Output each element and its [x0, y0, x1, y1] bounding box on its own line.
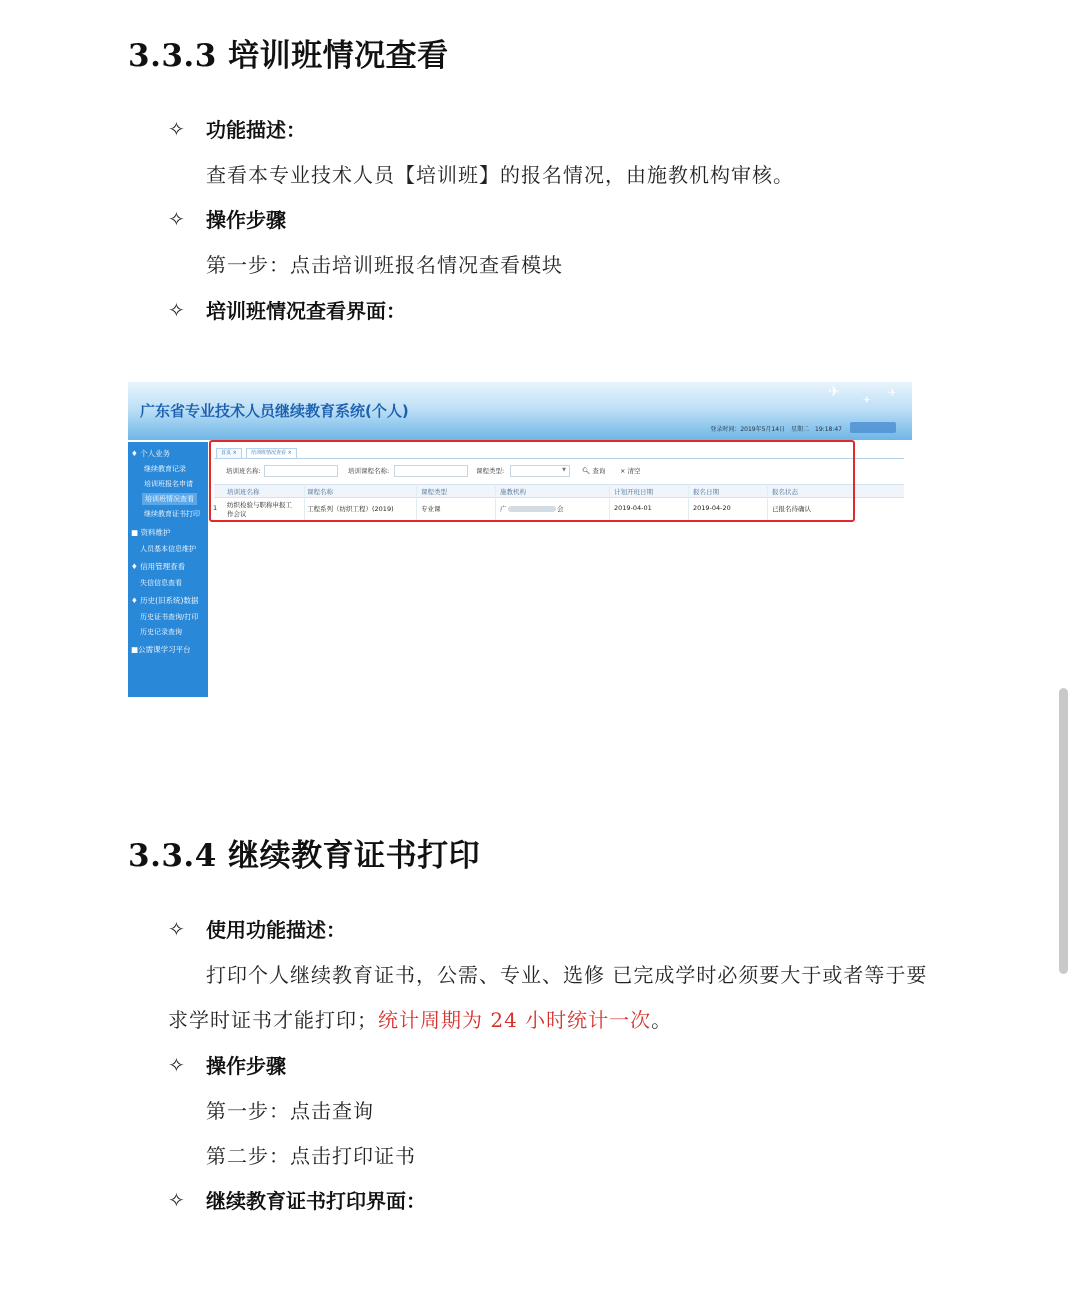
- table-header: [214, 484, 904, 498]
- section-heading-334: 3.3.4 继续教育证书打印: [128, 838, 481, 874]
- filter-course-name-label: 培训课程名称:: [348, 467, 390, 475]
- star-bullet-icon: ✧: [168, 116, 185, 141]
- vertical-scrollbar[interactable]: [1059, 688, 1068, 974]
- chevron-down-icon: ▼: [562, 467, 566, 473]
- col-org: 施教机构: [500, 488, 526, 496]
- sidebar-group-history[interactable]: ♦ 历史(旧系统)数据: [131, 596, 199, 605]
- usage-desc-line2: [168, 1004, 672, 1033]
- col-course-name: 课程名称: [307, 488, 333, 496]
- clear-button[interactable]: × 清空: [620, 467, 641, 475]
- bird-icon: ✈: [888, 388, 897, 399]
- cell-type: 专业课: [421, 505, 441, 513]
- col-status: 报名状态: [772, 488, 798, 496]
- sidebar-item-records[interactable]: 继续教育记录: [144, 465, 186, 473]
- embedded-screenshot: [128, 382, 912, 697]
- col-course-type: 课程类型: [421, 488, 447, 496]
- step-2-print: 第二步：点击打印证书: [206, 1144, 416, 1168]
- tab-class-status[interactable]: 培训班情况查看 ×: [246, 448, 297, 458]
- column-divider: [688, 484, 689, 522]
- sidebar-item-history-cert[interactable]: 历史证书查询/打印: [140, 613, 199, 621]
- close-icon: ×: [620, 467, 626, 475]
- usage-desc-black: 求学时证书才能打印；: [168, 1008, 378, 1032]
- step-1-query: 第一步：点击查询: [206, 1099, 374, 1123]
- bird-icon: ✈: [828, 384, 840, 400]
- step-1-text: 第一步：点击培训班报名情况查看模块: [206, 253, 563, 277]
- row-index: 1: [213, 504, 218, 512]
- bullet-label: 继续教育证书打印界面：: [206, 1189, 426, 1213]
- sidebar-item-class-status[interactable]: 培训班情况查看: [142, 493, 197, 505]
- org-blurred: [508, 506, 556, 512]
- sidebar-item-history-record[interactable]: 历史记录查询: [140, 628, 182, 636]
- user-name-blurred: [850, 422, 896, 433]
- bullet-usage-desc: [168, 914, 346, 943]
- column-divider: [767, 484, 768, 522]
- sidebar-group-public-course[interactable]: ■公需课学习平台: [131, 645, 191, 654]
- bullet-print-interface: [168, 1185, 426, 1214]
- main-panel: [208, 442, 912, 697]
- usage-desc-end: 。: [651, 1008, 673, 1032]
- star-bullet-icon: ✧: [168, 206, 185, 231]
- bullet-steps: [168, 204, 286, 233]
- sidebar-item-signup[interactable]: 培训班报名申请: [144, 480, 193, 488]
- column-divider: [609, 484, 610, 522]
- function-desc-text: 查看本专业技术人员【培训班】的报名情况，由施教机构审核。: [206, 163, 794, 187]
- bullet-function-desc: [168, 114, 306, 143]
- sidebar-group-profile[interactable]: ■ 资料维护: [131, 528, 171, 537]
- filter-class-name-label: 培训班名称:: [226, 467, 261, 475]
- bullet-steps-2: [168, 1050, 286, 1079]
- cell-class-name-line1: 纺织检验与职称申报工: [227, 501, 292, 509]
- column-divider: [495, 484, 496, 522]
- search-button[interactable]: 🔍︎ 查询: [582, 467, 606, 475]
- bullet-label: 操作步骤: [206, 1054, 286, 1078]
- bullet-interface: [168, 295, 406, 324]
- cell-start-date: 2019-04-01: [614, 504, 652, 512]
- bullet-label: 使用功能描述：: [206, 918, 346, 942]
- column-divider: [416, 484, 417, 522]
- filter-course-name-input[interactable]: [394, 465, 468, 477]
- bullet-label: 功能描述：: [206, 118, 306, 142]
- bullet-label: 操作步骤: [206, 208, 286, 232]
- cell-org-suffix: 会: [557, 505, 564, 513]
- star-bullet-icon: ✧: [168, 916, 185, 941]
- system-banner: [128, 382, 912, 440]
- filter-class-name-input[interactable]: [264, 465, 338, 477]
- col-class-name: 培训班名称: [227, 488, 260, 496]
- bird-icon: ✈: [863, 396, 871, 406]
- section-heading-333: 3.3.3 培训班情况查看: [128, 38, 449, 74]
- sidebar-item-dishonest[interactable]: 失信信息查看: [140, 579, 182, 587]
- system-title: 广东省专业技术人员继续教育系统(个人): [140, 402, 409, 420]
- sidebar-group-credit[interactable]: ♦ 信用管理查看: [131, 562, 186, 571]
- usage-desc-line1: 打印个人继续教育证书，公需、专业、选修 已完成学时必须要大于或者等于要: [206, 963, 928, 987]
- tab-home[interactable]: 首页 ×: [216, 448, 242, 458]
- star-bullet-icon: ✧: [168, 297, 185, 322]
- sidebar-item-basic-info[interactable]: 人员基本信息维护: [140, 545, 196, 553]
- column-divider: [304, 484, 305, 522]
- filter-course-type-label: 课程类型:: [476, 467, 505, 475]
- cell-org-prefix: 广: [500, 505, 507, 513]
- star-bullet-icon: ✧: [168, 1052, 185, 1077]
- cell-status: 已报名待确认: [772, 505, 811, 513]
- search-icon: 🔍︎: [582, 467, 591, 475]
- cell-signup-date: 2019-04-20: [693, 504, 731, 512]
- sidebar-item-cert-print[interactable]: 继续教育证书打印: [144, 510, 200, 518]
- cell-class-name-line2: 作会议: [227, 510, 247, 518]
- col-plan-date: 计划开班日期: [614, 488, 653, 496]
- bullet-label: 培训班情况查看界面：: [206, 299, 406, 323]
- col-signup-date: 报名日期: [693, 488, 719, 496]
- star-bullet-icon: ✧: [168, 1187, 185, 1212]
- sidebar-menu: [128, 442, 208, 697]
- usage-desc-red: 统计周期为 24 小时统计一次: [378, 1008, 652, 1032]
- sidebar-group-personal[interactable]: ♦ 个人业务: [131, 449, 171, 458]
- login-time: 登录时间：2019年5月14日 星期二 19:18:47: [710, 426, 842, 433]
- filter-course-type-select[interactable]: [510, 465, 570, 477]
- tab-bar: [214, 446, 904, 459]
- cell-course: 工程系列（纺织工程）(2019): [307, 505, 394, 513]
